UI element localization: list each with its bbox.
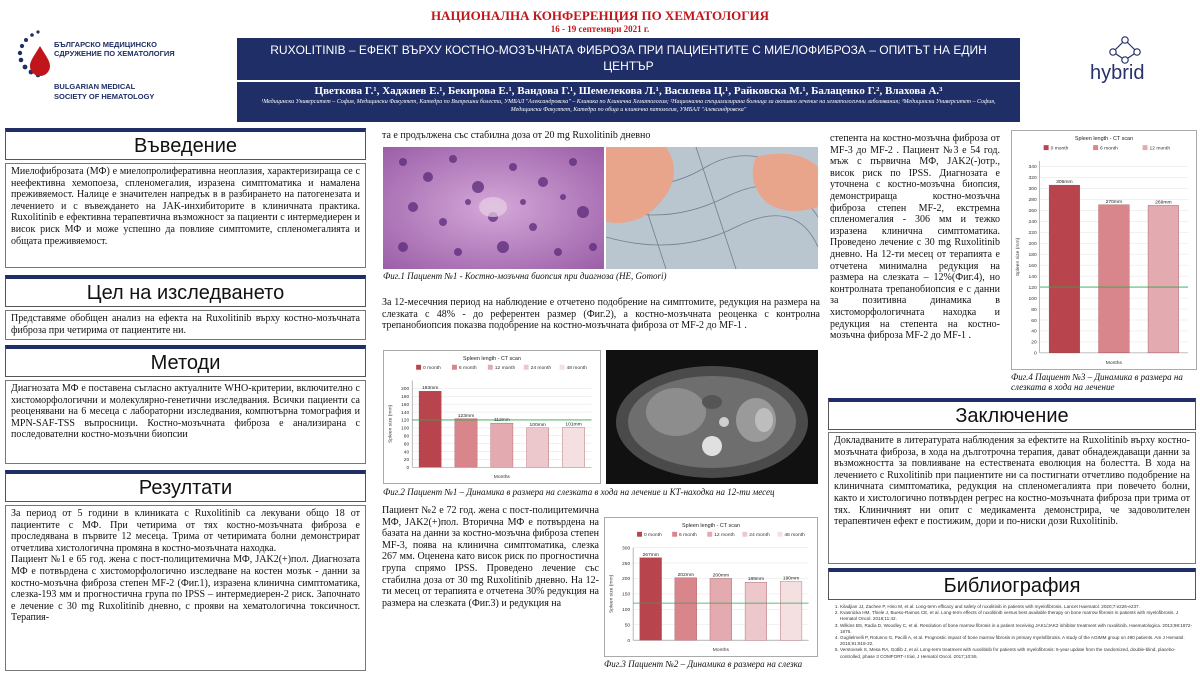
- bar-value-label: 123mm: [457, 413, 475, 419]
- legend-swatch: [488, 365, 493, 370]
- y-tick-label: 300: [621, 546, 631, 552]
- bib-item: 5. Verstovsek S, Mesa RA, Gotlib J, et al. Long-term treatment with ruxolitinib for patients with myelofibrosis: 5-year update from the randomized, double-blind, placebo-controlled, phase 3 COMFORT-I trial. J Hematol Oncol. 2017;10:55.: [840, 647, 1194, 659]
- conference-dates: 16 - 19 септември 2021 г.: [550, 24, 650, 34]
- legend-label: 0 month: [423, 366, 441, 372]
- y-tick-label: 0: [1033, 351, 1037, 357]
- x-axis-label: Months: [1105, 360, 1122, 366]
- chart-title: Spleen length - CT scan: [1074, 136, 1134, 143]
- legend-label: 48 month: [566, 366, 587, 372]
- conference-title: НАЦИОНАЛНА КОНФЕРЕНЦИЯ ПО ХЕМАТОЛОГИЯ: [430, 8, 770, 23]
- y-tick-label: 100: [401, 426, 410, 432]
- patient2-text: Пациент №2 е 72 год. жена с пост-полицитемична МФ, JAK2(+)пол. Вторична МФ е потвърдена на базата на данни за костно-мозъчна фиброза степен MF-3, поява на клинична симптоматика, слезка 267 мм. Оценена като висок риск по прогностична група спрямо IPSS. Проведено лечение със стабилна доза от 30 mg Ruxolitinib дневно. На 12-ти месец от терапията е отчетена 30% редукция на размера на слезката (Фиг.3) и редукция на: [382, 505, 599, 609]
- bar-value-label: 200mm: [712, 573, 730, 579]
- histology-he-image: [383, 147, 604, 269]
- results-block: [5, 505, 366, 671]
- spleen-chart-patient3: [1011, 130, 1197, 370]
- y-tick-label: 120: [1028, 285, 1037, 291]
- y-tick-label: 80: [1031, 307, 1037, 313]
- chart-title: Spleen length - CT scan: [682, 522, 740, 529]
- bar-value-label: 267mm: [642, 552, 659, 558]
- bar-value-label: 270mm: [1105, 199, 1123, 205]
- legend-label: 12 month: [714, 533, 735, 539]
- y-tick-label: 180: [1028, 252, 1037, 258]
- bar: [1049, 185, 1080, 353]
- conclusion-text: Докладваните в литературата наблюдения за ефектите на Ruxolitinib върху костно-мозъчната фиброза, в хода на дълготрочна терапия, дават обнадеждаващи данни за възможността за повлияване на естествената еволюция на болестта. В хода на лечението с Ruxolitinib при пациентите ни са постигнати отчетливо подобрение на клиничната симптоматика, редукция на спленомегалията при повечето болни, както и хистологично потвърден регрес на костно-мозъчната фиброза при трима от тях. Клиничният ни опит с медикамента демонстрира, че задоволителен терапевтичен ефект е постижим, дори и по-ниски дози Ruxolitinib.: [828, 432, 1196, 564]
- y-tick-label: 100: [1028, 296, 1037, 302]
- legend-swatch: [742, 532, 747, 537]
- aim-text: Представяме обобщен анализ на ефекта на Ruxolitinib върху костно-мозъчната фиброза при четирима от пациентите ни.: [5, 310, 366, 340]
- legend-label: 6 month: [1100, 146, 1118, 152]
- legend-swatch: [1093, 145, 1098, 150]
- patient1-text: Пациент №1 е 65 год. жена с пост-полицитемична МФ, JAK2(+)пол. Диагнозата МФ е потвърдена с хистоморфологично изследване на костен мозък - данни за костно-мозъчна фиброза степен MF-2 (Фиг.1), изразена клинична симптоматика, слезка-193 мм и прогностична група по IPSS – интермедиерен-2 риск. Започнато е лечение с 30 mg Ruxolitinib дневно, с прояви на хематологична токсичност. Терапия-: [11, 554, 360, 624]
- bar: [745, 582, 767, 640]
- y-tick-label: 180: [401, 395, 410, 401]
- bar: [419, 391, 441, 467]
- bar: [780, 582, 802, 641]
- intro-text: Миелофиброзата (МФ) е миелопролиферативна неоплазия, характеризираща се с неефективна хемопоеза, спленомегалия, изразена симптоматика и намалена преживяемост. Налице е значителен напредък в в разбирането на патогенезата и лечението и с въвеждането на JAK-инхибиторите в клиничната практика. Ruxolitinib е ефективна терапевтична възможност за пациенти с интермедиерен и висок риск МФ и може успешно да повлияе симптомите, спленомегалията и общата преживяемост.: [5, 163, 366, 268]
- y-tick-label: 320: [1028, 176, 1037, 182]
- y-tick-label: 80: [403, 434, 410, 440]
- bar-value-label: 100mm: [529, 422, 546, 428]
- bar: [562, 427, 584, 467]
- bar: [710, 578, 732, 640]
- y-tick-label: 340: [1028, 165, 1037, 171]
- bar: [675, 578, 697, 640]
- legend-swatch: [672, 532, 677, 537]
- logo-text-en: BULGARIAN MEDICAL SOCIETY OF HEMATOLOGY: [54, 82, 155, 101]
- legend-swatch: [560, 365, 565, 370]
- y-tick-label: 160: [1028, 263, 1037, 269]
- bar: [640, 558, 662, 640]
- y-tick-label: 240: [1028, 220, 1037, 226]
- y-tick-label: 300: [1028, 187, 1037, 193]
- spleen-chart-patient2: [604, 517, 818, 657]
- methods-heading: Методи: [5, 345, 366, 377]
- bar: [455, 419, 477, 467]
- legend-swatch: [524, 365, 529, 370]
- methods-text: Диагнозата МФ е поставена съгласно актуалните WHO-критерии, включително с хистоморфологични и молекулярно-генетични изследвания. Всички пациенти са реоценявани на 6 месеца с лабораторни изследвания, компютърна томография и MPN-SAF-TSS въпросници. Костно-мозъчната фиброза е анализирана с последователни костно-мозъчни биопсии: [5, 380, 366, 464]
- y-axis-label: Spleen size (mm): [388, 404, 394, 443]
- histology-gomori-image: [606, 147, 818, 269]
- bar-value-label: 193mm: [421, 386, 439, 392]
- bar-value-label: 188mm: [747, 577, 765, 583]
- y-tick-label: 160: [401, 402, 410, 408]
- legend-swatch: [1143, 145, 1148, 150]
- y-tick-label: 260: [1028, 209, 1037, 215]
- spleen-chart-patient1: [383, 350, 601, 484]
- legend-label: 6 month: [679, 533, 697, 539]
- y-tick-label: 120: [401, 418, 410, 424]
- fig1-caption: Фиг.1 Пациент №1 - Костно-мозъчна биопсия при диагноза (HE, Gomori): [383, 271, 667, 281]
- x-axis-label: Months: [493, 475, 510, 481]
- y-tick-label: 20: [1031, 340, 1037, 346]
- y-axis-label: Spleen size (mm): [1015, 237, 1021, 277]
- bar: [1148, 205, 1179, 352]
- fig4-caption: Фиг.4 Пациент №3 – Динамика в размера на слезката в хода на лечение: [1011, 372, 1183, 392]
- col2-mid-text: За 12-месечния период на наблюдение е отчетено подобрение на симптомите, редукция на размера на слезката с 48% - до референтен размер (Фиг.2), а костно-мозъчната реоценка с контролна трепанобиопсия показва подобрение на костно-мозъчната фиброза от MF-2 до MF-1 .: [382, 297, 820, 332]
- col2-top-text: та е продължена със стабилна доза от 20 mg Ruxolitinib дневно: [382, 130, 651, 141]
- fig2-caption: Фиг.2 Пациент №1 – Динамика в размера на слезката в хода на лечение и КТ-находка на 12-ти месец: [383, 487, 775, 497]
- logo-text-bg: БЪЛГАРСКО МЕДИЦИНСКО СДРУЖЕНИЕ ПО ХЕМАТОЛОГИЯ: [54, 40, 175, 58]
- bar-value-label: 306mm: [1056, 180, 1073, 186]
- hybrid-logo-text: hybrid: [1090, 62, 1145, 84]
- y-tick-label: 60: [403, 442, 410, 448]
- y-tick-label: 50: [624, 623, 631, 629]
- legend-label: 24 month: [749, 533, 770, 539]
- legend-label: 0 month: [643, 533, 662, 539]
- y-tick-label: 280: [1028, 198, 1037, 204]
- y-tick-label: 100: [621, 608, 631, 614]
- x-axis-label: Months: [712, 648, 729, 654]
- bar-value-label: 269mm: [1155, 200, 1172, 206]
- bar: [1099, 205, 1130, 353]
- bib-item: 3. Wilkins BS, Radia D, Woodley C, et al. Resolution of bone marrow fibrosis in a patient receiving JAK1/JAK2 inhibitor treatment with ruxolitinib. Haematologica. 2013;98:1872-1876.: [840, 623, 1194, 635]
- y-tick-label: 220: [1028, 231, 1037, 237]
- y-axis-label: Spleen size (mm): [609, 574, 615, 613]
- authors: Цветкова Г.¹, Хаджиев Е.¹, Бекирова Е.¹, Вандова Г.¹, Шемелекова Л.¹, Василева Ц.¹, Райковска М.¹, Балаценко Г.², Влахова А.³: [314, 85, 943, 97]
- intro-heading: Въведение: [5, 128, 366, 160]
- legend-swatch: [637, 532, 642, 537]
- results-heading: Резултати: [5, 470, 366, 502]
- chart-title: Spleen length - CT scan: [463, 355, 521, 362]
- ct-scan-image: [606, 350, 818, 484]
- y-tick-label: 140: [1028, 274, 1037, 280]
- y-tick-label: 40: [403, 450, 410, 456]
- legend-label: 24 month: [530, 366, 552, 372]
- bibliography-heading: Библиография: [828, 568, 1196, 600]
- y-tick-label: 140: [401, 410, 410, 416]
- legend-label: 6 month: [458, 366, 477, 372]
- legend-swatch: [1044, 145, 1049, 150]
- y-tick-label: 60: [1031, 318, 1037, 324]
- y-tick-label: 40: [1031, 329, 1037, 335]
- bar-value-label: 112mm: [493, 418, 510, 424]
- bib-item: 2. Kvasnicka HM, Thiele J, Bueso-Ramos CE, et al. Long-term effects of ruxolitinib versus best available therapy on bone marrow fibrosis in patients with myelofibrosis. J Hematol Oncol. 2018;11:42.: [840, 610, 1194, 622]
- y-tick-label: 150: [621, 592, 631, 598]
- y-tick-label: 20: [403, 458, 410, 464]
- legend-label: 12 month: [494, 366, 516, 372]
- legend-swatch: [452, 365, 457, 370]
- bar: [491, 423, 513, 467]
- bar: [527, 428, 549, 467]
- bar-value-label: 202mm: [677, 572, 694, 578]
- society-logo: [14, 28, 224, 128]
- y-tick-label: 200: [1028, 241, 1037, 247]
- y-tick-label: 200: [621, 577, 631, 583]
- conclusion-heading: Заключение: [828, 398, 1196, 430]
- results-text: За период от 5 години в клиниката с Ruxolitinib са лекувани общо 18 от пациентите с МФ. При четирима от тях костно-мозъчната фиброза е проследявана в първите 12 месеца. Трима от четиримата болни демонстрират отчетлива хистологична промяна в костно-мозъчната находка.: [11, 508, 360, 554]
- y-tick-label: 200: [401, 387, 410, 393]
- patient3-text: степента на костно-мозъчна фиброза от MF-3 до MF-2 . Пациент №3 е 54 год. мъж с първична МФ, JAK2(-)отр., висок риск по IPSS. Диагнозата е уточнена с костно-мозъчна биопсия, демонстрираща костно-мозъчна фиброза степен MF-2, екстремна спленомегалия - 306 мм и тежко изразена клинична симптоматика. Проведено лечение с 30 mg Ruxolitinib дневно. На 12-ти месец от терапията е отчетена минимална редукция на размера на слезката – 12%(Фиг.4), но контролната трепанобиопсия е с данни за позитивна динамика в хистоморфологичната находка и редукция на степента на костно-мозъчна фиброза MF-2 до MF-1 .: [830, 133, 1000, 342]
- blood-drop-logo-icon: [16, 28, 66, 88]
- legend-label: 0 month: [1050, 146, 1069, 152]
- y-tick-label: 250: [621, 561, 631, 567]
- affiliations: ¹Медицински Университет – София, Медицински Факултет, Катедра по Вътрешни болести, УМБАЛ "Александровска" – Клиника по Клинична Хематология; ²Национална специализирана болница за активно лечение на хематологични заболявания; ³Медицински Университет – София, Медицински Факултет, Катедра по обща и клинична патология, УМБАЛ "Александровска": [261, 99, 996, 113]
- bib-item: 1. Kiladjian JJ, Zachee P, Hino M, et al. Long-term efficacy and safety of ruxolitinib in patients with myelofibrosis. Lancet Haematol. 2020;7:e226-e237.: [840, 604, 1194, 610]
- fig3-caption: Фиг.3 Пациент №2 – Динамика в размера на слезка: [604, 659, 803, 669]
- y-tick-label: 0: [627, 639, 631, 645]
- legend-swatch: [416, 365, 421, 370]
- bar-value-label: 101mm: [565, 422, 582, 428]
- bar-value-label: 190mm: [782, 576, 800, 582]
- bibliography-list: [830, 604, 1194, 660]
- poster-title: RUXOLITINIB – ЕФЕКТ ВЪРХУ КОСТНО-МОЗЪЧНАТА ФИБРОЗА ПРИ ПАЦИЕНТИТЕ С МИЕЛОФИБРОЗА – ОПИТЪТ НА ЕДИН ЦЕНТЪР: [237, 38, 1020, 80]
- bib-item: 4. Guglielmelli P, Rotunno G, Pacilli A, et al. Prognostic impact of bone marrow fibrosis in primary myelofibrosis. A study of the AGIMM group on 490 patients. Am J Hematol. 2016;91:918-22.: [840, 635, 1194, 647]
- legend-label: 48 month: [784, 533, 805, 539]
- aim-heading: Цел на изследването: [5, 275, 366, 307]
- legend-label: 12 month: [1149, 146, 1171, 152]
- legend-swatch: [707, 532, 712, 537]
- legend-swatch: [777, 532, 782, 537]
- authors-block: [237, 82, 1020, 122]
- y-tick-label: 0: [406, 466, 410, 472]
